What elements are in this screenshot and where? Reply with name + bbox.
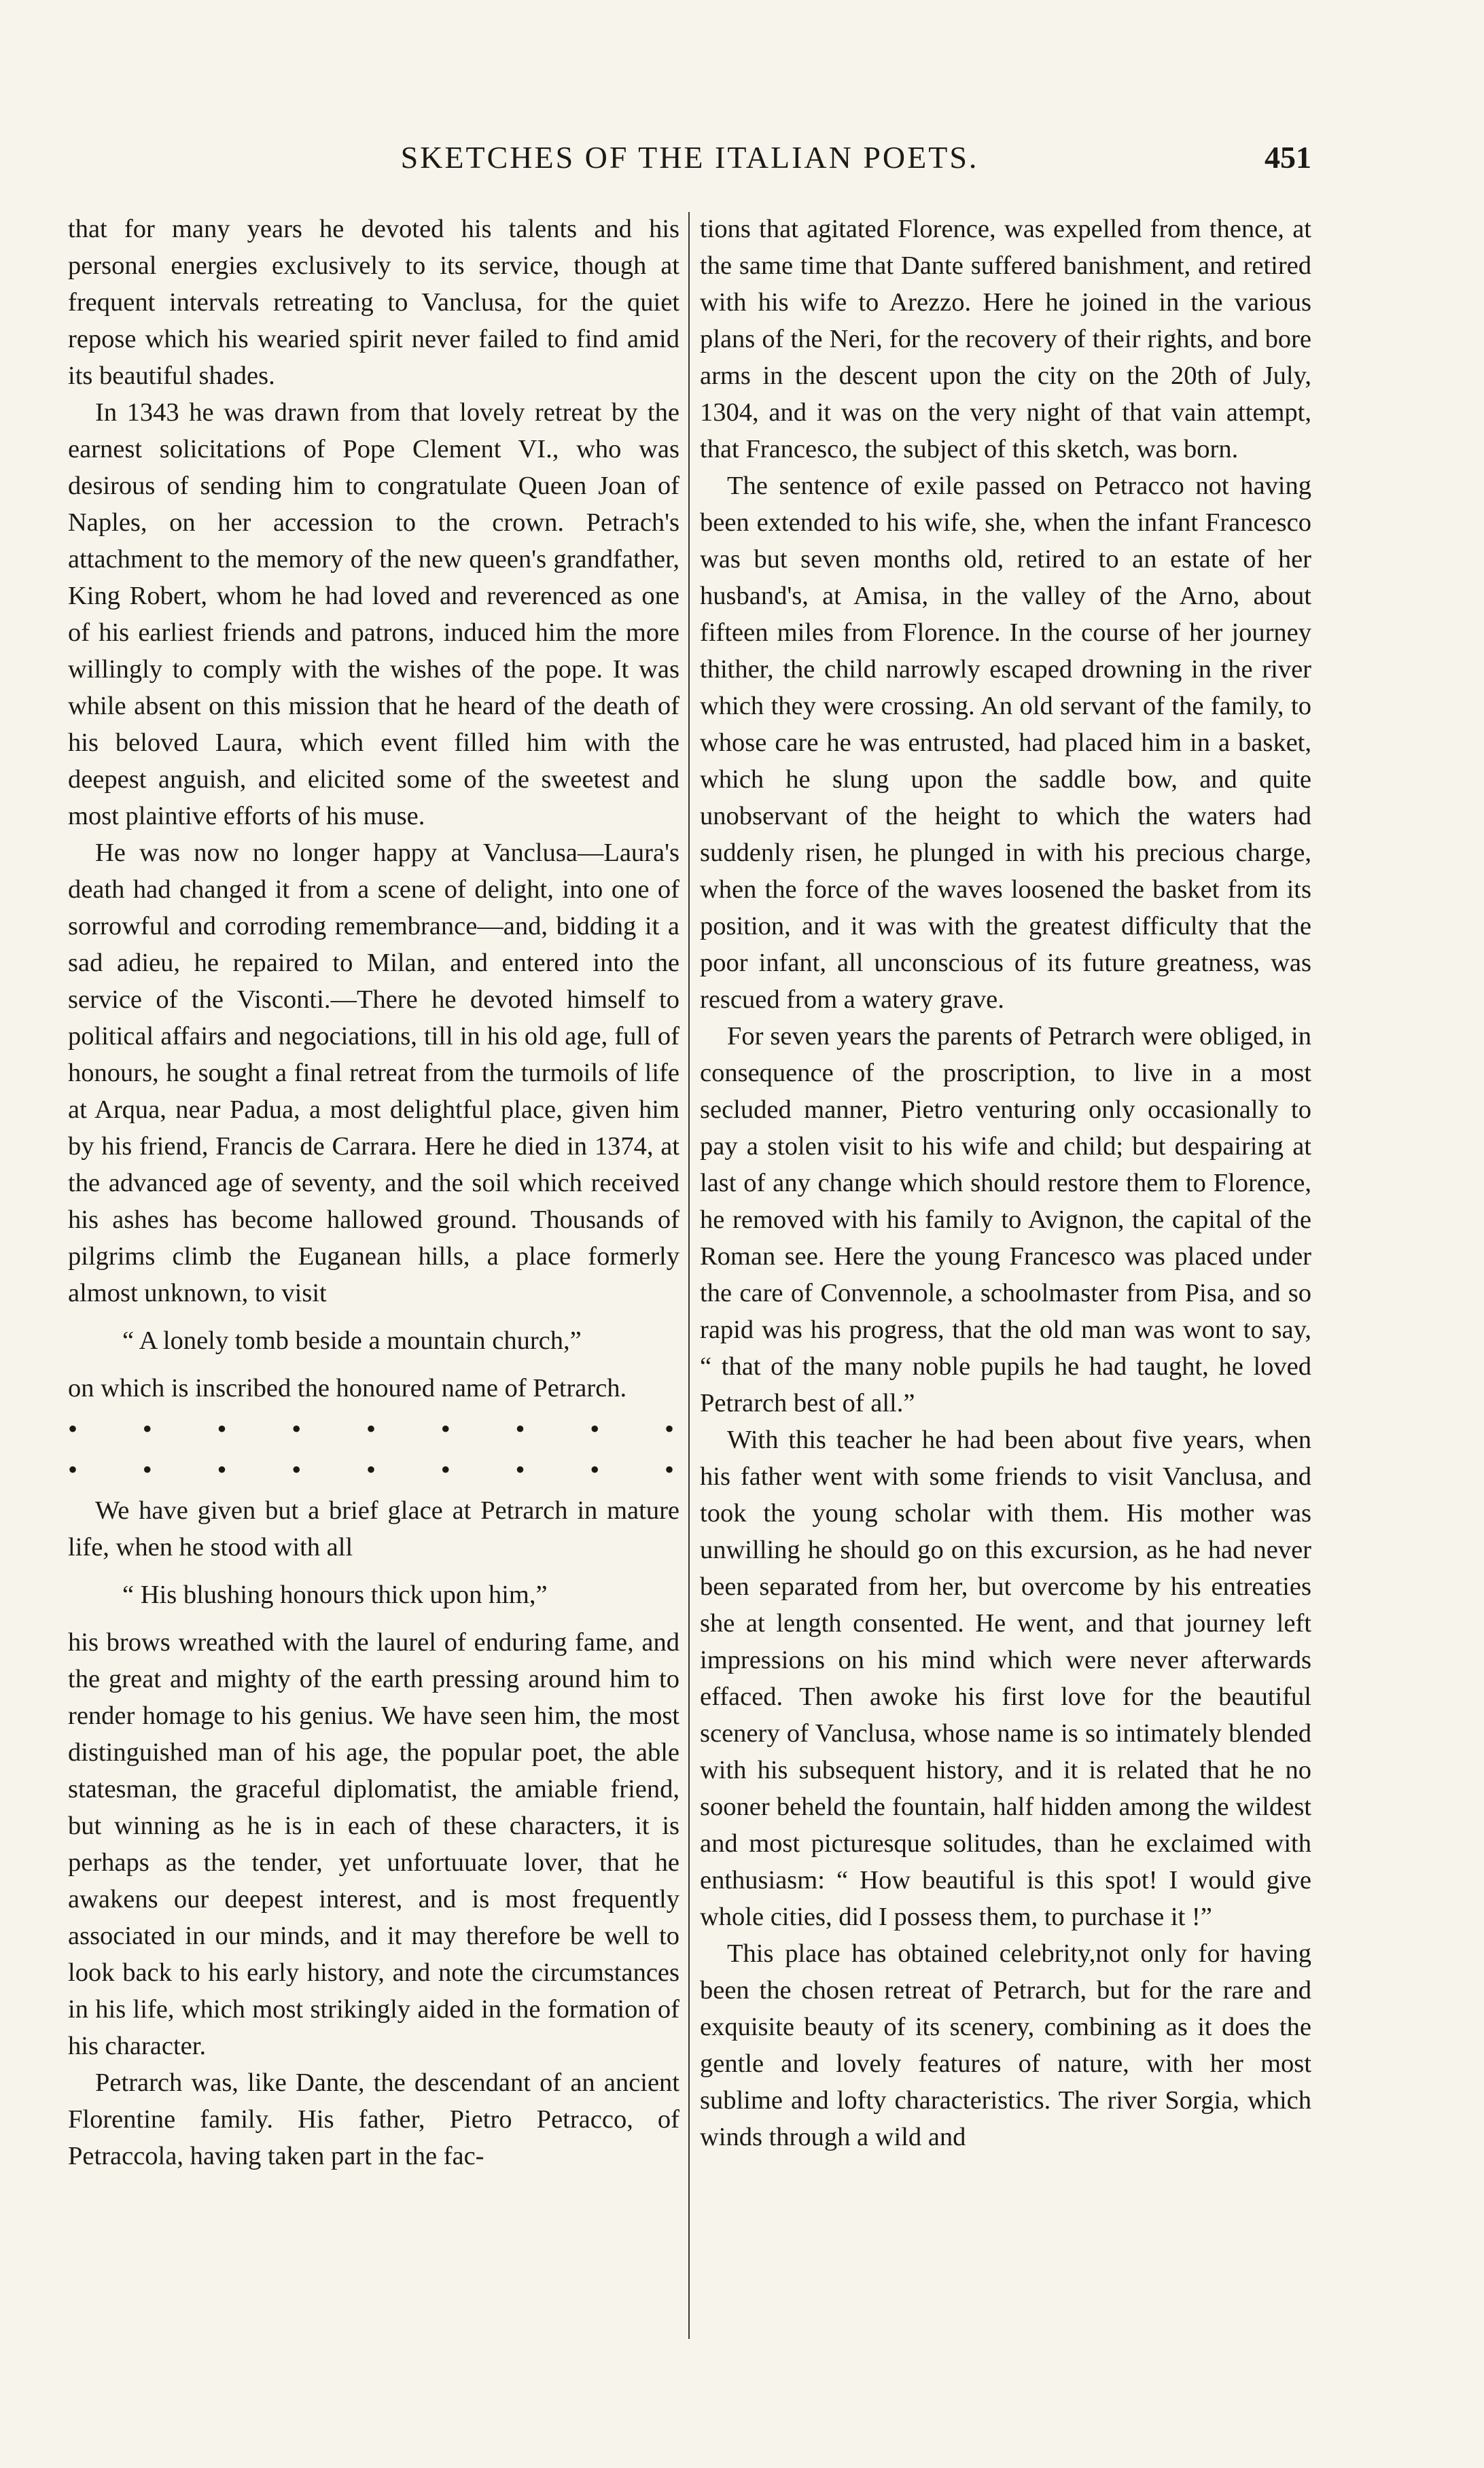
verse-quote: “ A lonely tomb beside a mountain church,” — [122, 1326, 582, 1355]
ornament-star: • — [366, 1413, 376, 1444]
paragraph: We have given but a brief glace at Petrarch in mature life, when he stood with all — [68, 1496, 679, 1562]
ornament-star: • — [217, 1454, 227, 1485]
ornament-star: • — [515, 1413, 525, 1444]
page-number: 451 — [1265, 140, 1311, 175]
running-head — [68, 139, 1311, 187]
paragraph: With this teacher he had been about five years, when his father went with some friends to visit Vanclusa, and took the young scholar with them. His mother was unwilling he should go on this excursion, as he had never been separated from her, but overcome by his entreaties she at length consented. He went, and that journey left impressions on his mind which were never afterwards effaced. Then awoke his first love for the beautiful scenery of Vanclusa, whose name is so intimately blended with his subsequent history, and it is related that he no sooner beheld the fountain, half hidden among the wildest and most picturesque solitudes, than he exclaimed with enthusiasm: “ How beautiful is this spot! I would give whole cities, did I possess them, to purchase it !” — [700, 1426, 1311, 1931]
ornament-star: • — [68, 1413, 78, 1444]
paragraph: For seven years the parents of Petrarch were obliged, in consequence of the proscription, to live in a most secluded manner, Pietro venturing only occasionally to pay a stolen visit to his wife and child; but despairing at last of any change which should restore them to Florence, he removed with his family to Avignon, the capital of the Roman see. Here the young Francesco was placed under the care of Convennole, a schoolmaster from Pisa, and so rapid was his progress, that the old man was wont to say, “ that of the many noble pupils he had taught, he loved Petrarch best of all.” — [700, 1022, 1311, 1417]
ornament-star: • — [292, 1454, 302, 1485]
left-column — [68, 211, 679, 2174]
ornament-star: • — [440, 1454, 450, 1485]
ornament-star: • — [665, 1454, 675, 1485]
ornament-row — [68, 1451, 679, 1488]
paragraph: Petrarch was, like Dante, the descendant of an ancient Florentine family. His father, Pietro Petracco, of Petraccola, having taken part in the fac- — [68, 2068, 679, 2170]
right-column — [700, 211, 1311, 2155]
verse-quote: “ His blushing honours thick upon him,” — [122, 1581, 548, 1609]
ornament-star: • — [292, 1413, 302, 1444]
paragraph: that for many years he devoted his talents and his personal energies exclusively to its service, though at frequent intervals retreating to Vanclusa, for the quiet repose which his wearied spirit never failed to find amid its beautiful shades. — [68, 215, 679, 390]
ornament-star: • — [440, 1413, 450, 1444]
ornament-row — [68, 1411, 679, 1447]
ornament-star: • — [590, 1413, 600, 1444]
ornament-star: • — [142, 1413, 152, 1444]
paragraph: He was now no longer happy at Vanclusa—Laura's death had changed it from a scene of delight, into one of sorrowful and corroding remembrance—and, bidding it a sad adieu, he repaired to Milan, and entered into the service of the Visconti.—There he devoted himself to political affairs and negociations, till in his old age, full of honours, he sought a final retreat from the turmoils of life at Arqua, near Padua, a most delightful place, given him by his friend, Francis de Carrara. Here he died in 1374, at the advanced age of seventy, and the soil which received his ashes has become hallowed ground. Thousands of pilgrims climb the Euganean hills, a place formerly almost unknown, to visit — [68, 839, 679, 1307]
ornament-star: • — [68, 1454, 78, 1485]
ornament-star: • — [142, 1454, 152, 1485]
ornament-star: • — [665, 1413, 675, 1444]
paragraph: The sentence of exile passed on Petracco not having been extended to his wife, she, when the infant Francesco was but seven months old, retired to an estate of her husband's, at Amisa, in the valley of the Arno, about fifteen miles from Florence. In the course of her journey thither, the child narrowly escaped drowning in the river which they were crossing. An old servant of the family, to whose care he was entrusted, had placed him in a basket, which he slung upon the saddle bow, and quite unobservant of the height to which the waters had suddenly risen, he plunged in with his precious charge, when the force of the waves loosened the basket from its position, and it was with the greatest difficulty that the poor infant, all unconscious of its future greatness, was rescued from a watery grave. — [700, 472, 1311, 1014]
paragraph: tions that agitated Florence, was expelled from thence, at the same time that Dante suffered banishment, and retired with his wife to Arezzo. Here he joined in the various plans of the Neri, for the recovery of their rights, and bore arms in the descent upon the city on the 20th of July, 1304, and it was on the very night of that vain attempt, that Francesco, the subject of this sketch, was born. — [700, 215, 1311, 463]
column-rule — [688, 212, 690, 2339]
ornament-star: • — [515, 1454, 525, 1485]
paragraph: This place has obtained celebrity,not only for having been the chosen retreat of Petrarch, but for the rare and exquisite beauty of its scenery, combining as it does the gentle and lovely features of nature, with her most sublime and lofty characteristics. The river Sorgia, which winds through a wild and — [700, 1939, 1311, 2151]
ornament-star: • — [590, 1454, 600, 1485]
paragraph: on which is inscribed the honoured name of Petrarch. — [68, 1374, 627, 1403]
ornament-star: • — [366, 1454, 376, 1485]
ornament-star: • — [217, 1413, 227, 1444]
paragraph: his brows wreathed with the laurel of enduring fame, and the great and mighty of the earth pressing around him to render homage to his genius. We have seen him, the most distinguished man of his age, the popular poet, the able statesman, the graceful diplomatist, the amiable friend, but winning as he is in each of these characters, it is perhaps as the tender, yet unfortuuate lover, that he awakens our deepest interest, and is most frequently associated in our minds, and it may therefore be well to look back to his early history, and note the circumstances in his life, which most strikingly aided in the formation of his character. — [68, 1628, 679, 2060]
running-title: SKETCHES OF THE ITALIAN POETS. — [400, 140, 979, 175]
paragraph: In 1343 he was drawn from that lovely retreat by the earnest solicitations of Pope Clement VI., who was desirous of sending him to congratulate Queen Joan of Naples, on her accession to the crown. Petrach's attachment to the memory of the new queen's grandfather, King Robert, whom he had loved and reverenced as one of his earliest friends and patrons, induced him the more willingly to comply with the wishes of the pope. It was while absent on this mission that he heard of the death of his beloved Laura, which event filled him with the deepest anguish, and elicited some of the sweetest and most plaintive efforts of his muse. — [68, 398, 679, 830]
